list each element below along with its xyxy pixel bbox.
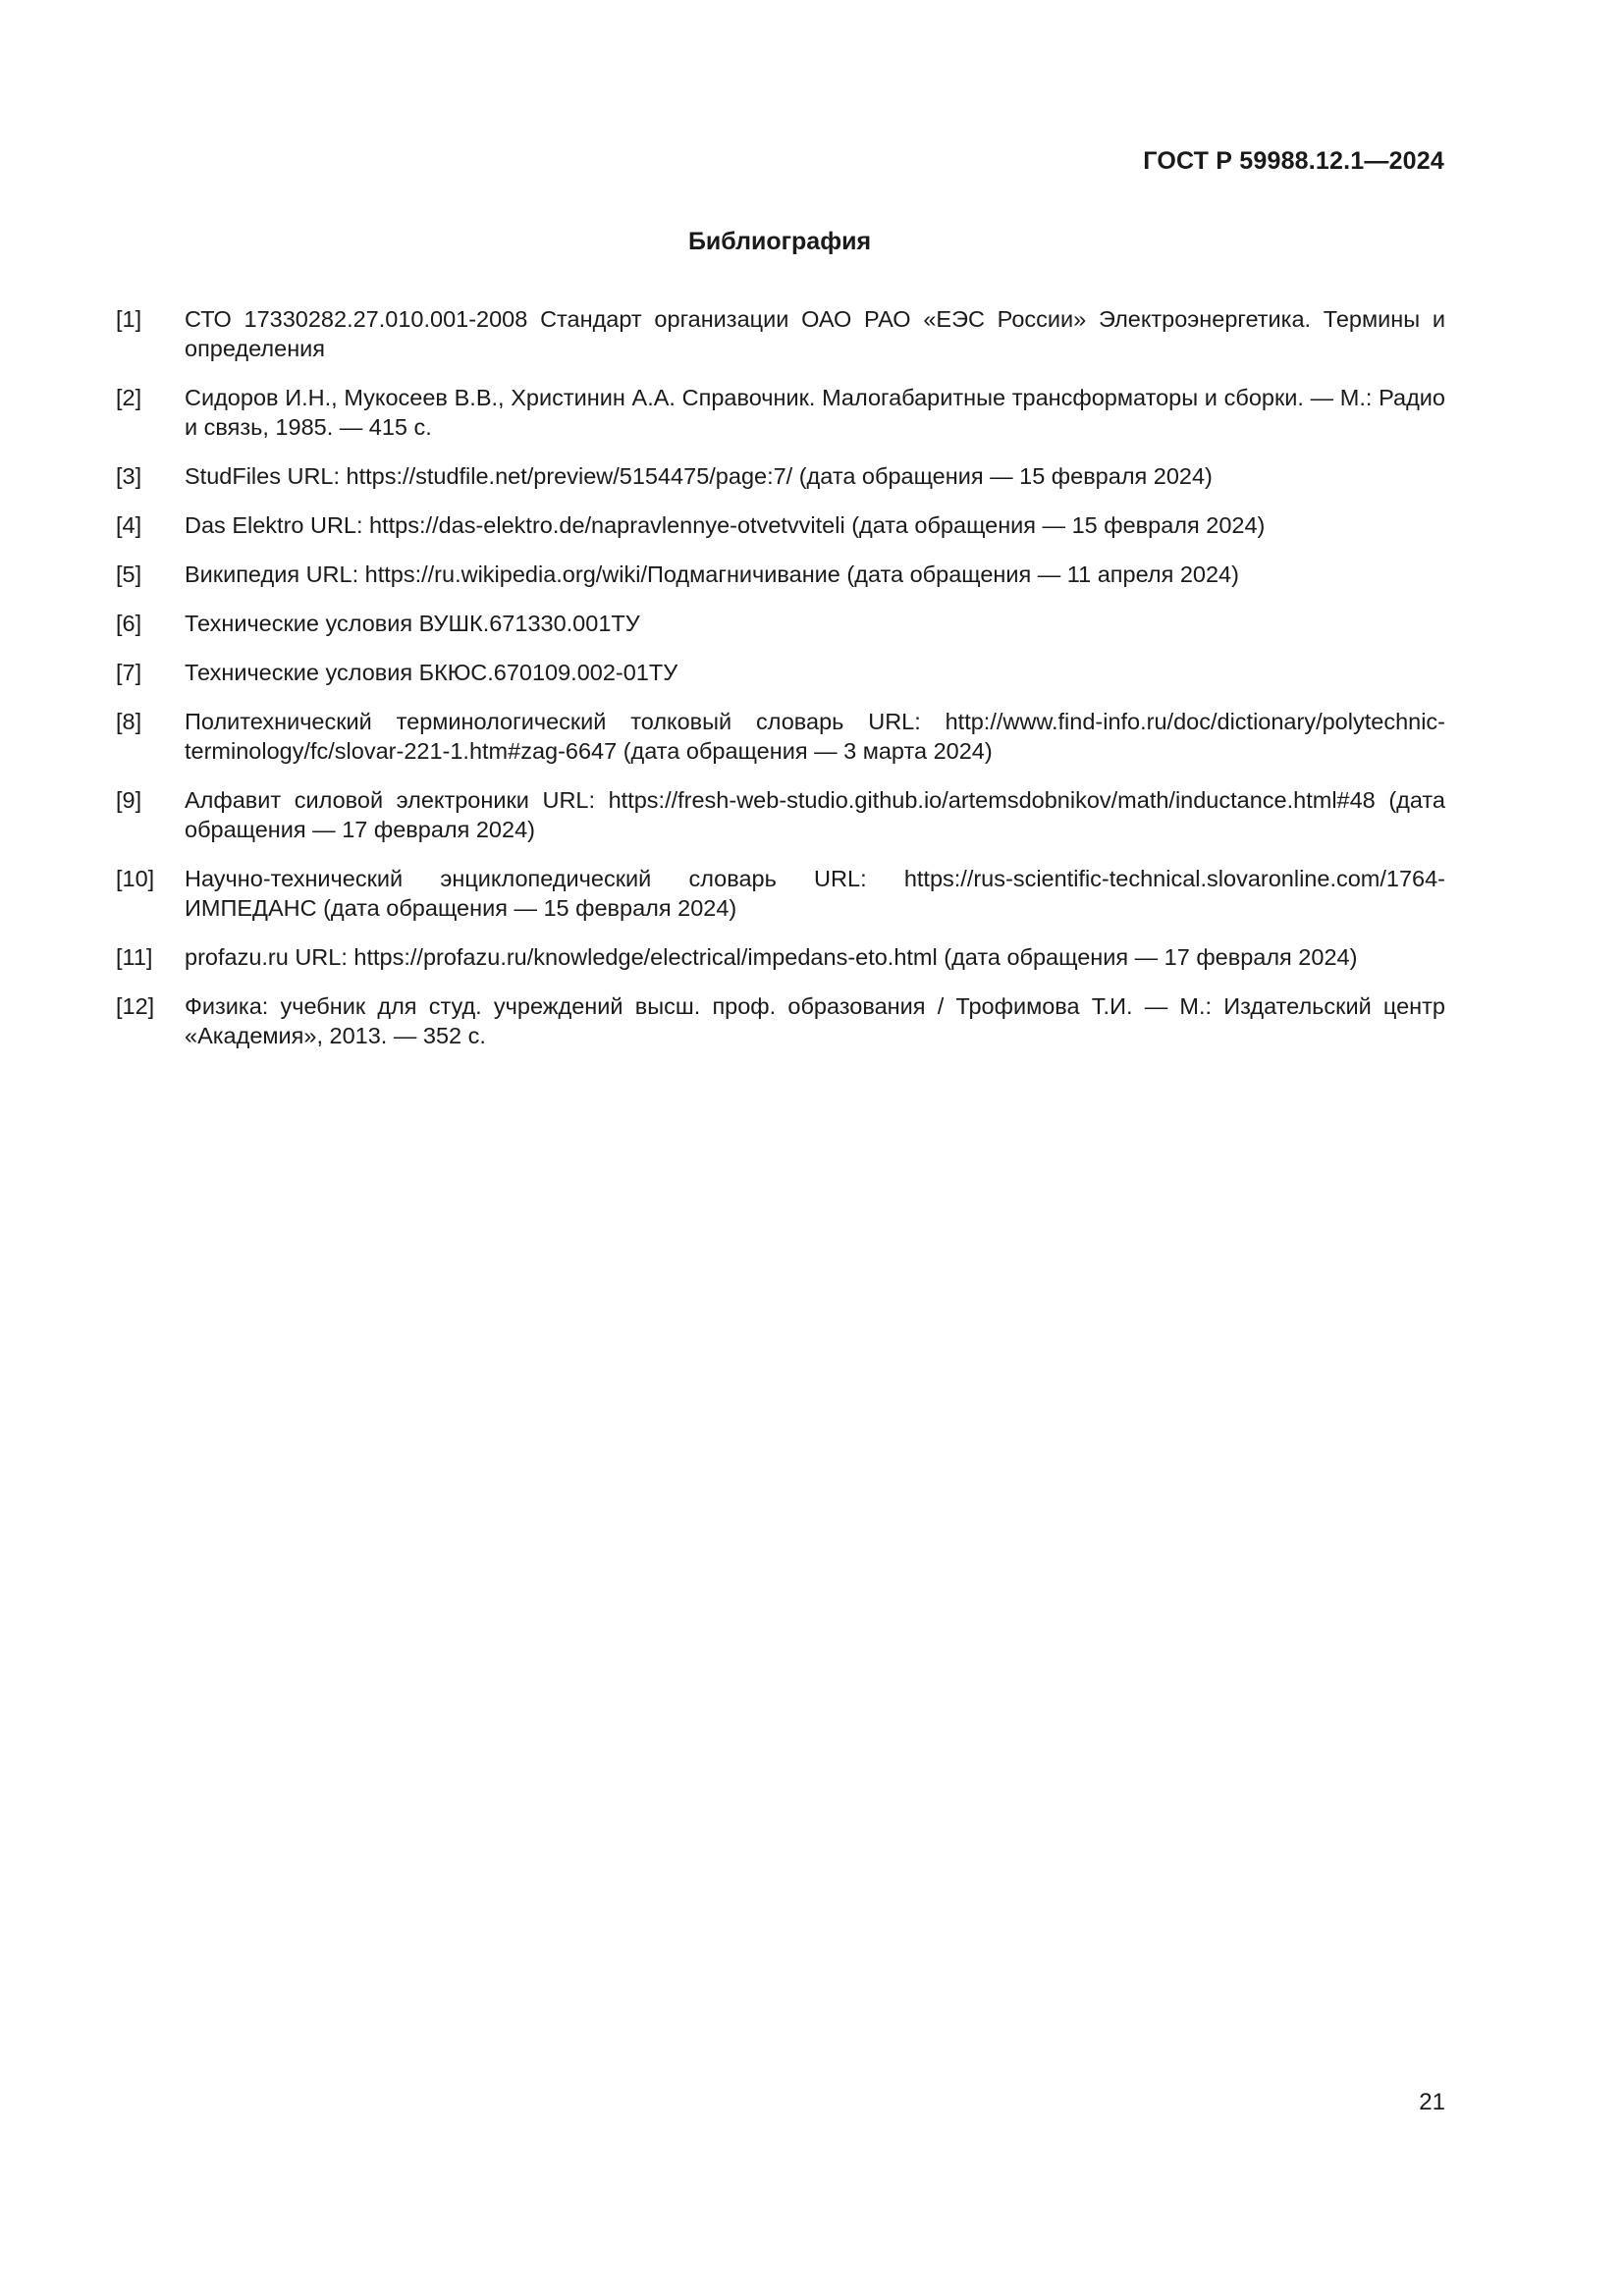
bibliography-entry-text[interactable]: Алфавит силовой электроники URL: https://fresh-web-studio.github.io/artemsdobnikov/math/inductance.html#48 (дата обращения — 17 февраля 2024) (185, 787, 1445, 842)
bibliography-entry-text[interactable]: StudFiles URL: https://studfile.net/preview/5154475/page:7/ (дата обращения — 15 февраля 2024) (185, 463, 1213, 489)
bibliography-entry-5 (116, 560, 1445, 589)
bibliography-entry-number: [9] (116, 787, 142, 813)
bibliography-entry-number: [2] (116, 385, 142, 410)
bibliography-entry-6 (116, 609, 1445, 638)
bibliography-entry-text[interactable]: Das Elektro URL: https://das-elektro.de/napravlennye-otvetvviteli (дата обращения — 15 февраля 2024) (185, 512, 1266, 538)
bibliography-entry-text: Физика: учебник для студ. учреждений высш. проф. образования / Трофимова Т.И. — М.: Издательский центр «Академия», 2013. — 352 с. (185, 993, 1445, 1048)
bibliography-entry-text[interactable]: profazu.ru URL: https://profazu.ru/knowledge/electrical/impedans-eto.html (дата обращения — 17 февраля 2024) (185, 944, 1358, 970)
bibliography-entry-text: Технические условия ВУШК.671330.001ТУ (185, 611, 640, 636)
bibliography-entry-text[interactable]: Научно-технический энциклопедический словарь URL: https://rus-scientific-technical.slovaronline.com/1764-ИМПЕДАНС (дата обращения — 15 февраля 2024) (185, 866, 1445, 921)
section-title: Библиография (687, 228, 872, 255)
bibliography-entry-number: [3] (116, 463, 142, 489)
bibliography-entry-text: Сидоров И.Н., Мукосеев В.В., Христинин А.А. Справочник. Малогабаритные трансформаторы и сборки. — М.: Радио и связь, 1985. — 415 с. (185, 385, 1445, 440)
bibliography-entry-text: Технические условия БКЮС.670109.002-01ТУ (185, 660, 678, 685)
bibliography-entry-number: [10] (116, 866, 155, 891)
bibliography-entry-12 (116, 991, 1445, 1050)
bibliography-entry-number: [12] (116, 993, 155, 1019)
page-number: 21 (1419, 2089, 1445, 2115)
bibliography-entry-1 (116, 304, 1445, 363)
bibliography-entry-number: [7] (116, 660, 142, 685)
document-code-header: ГОСТ Р 59988.12.1—2024 (1143, 147, 1444, 175)
bibliography-entry-8 (116, 707, 1445, 766)
bibliography-entry-number: [8] (116, 709, 142, 734)
bibliography-entry-3 (116, 461, 1445, 491)
bibliography-entry-11 (116, 942, 1445, 972)
bibliography-entry-9 (116, 785, 1445, 844)
bibliography-entry-number: [4] (116, 512, 142, 538)
bibliography-entry-text[interactable]: Википедия URL: https://ru.wikipedia.org/wiki/Подмагничивание (дата обращения — 11 апреля 2024) (185, 561, 1239, 587)
bibliography-entry-text: СТО 17330282.27.010.001-2008 Стандарт организации ОАО РАО «ЕЭС России» Электроэнергетика. Термины и определения (185, 306, 1445, 361)
bibliography-entry-10 (116, 864, 1445, 923)
bibliography-entry-number: [5] (116, 561, 142, 587)
bibliography-entry-text[interactable]: Политехнический терминологический толковый словарь URL: http://www.find-info.ru/doc/dictionary/polytechnic-terminology/fc/slovar-221-1.htm#zag-6647 (дата обращения — 3 марта 2024) (185, 709, 1445, 764)
bibliography-list (116, 304, 1445, 1070)
bibliography-entry-4 (116, 510, 1445, 540)
bibliography-entry-number: [6] (116, 611, 142, 636)
bibliography-entry-number: [1] (116, 306, 142, 332)
bibliography-entry-number: [11] (116, 944, 153, 970)
bibliography-entry-7 (116, 658, 1445, 687)
bibliography-entry-2 (116, 383, 1445, 442)
